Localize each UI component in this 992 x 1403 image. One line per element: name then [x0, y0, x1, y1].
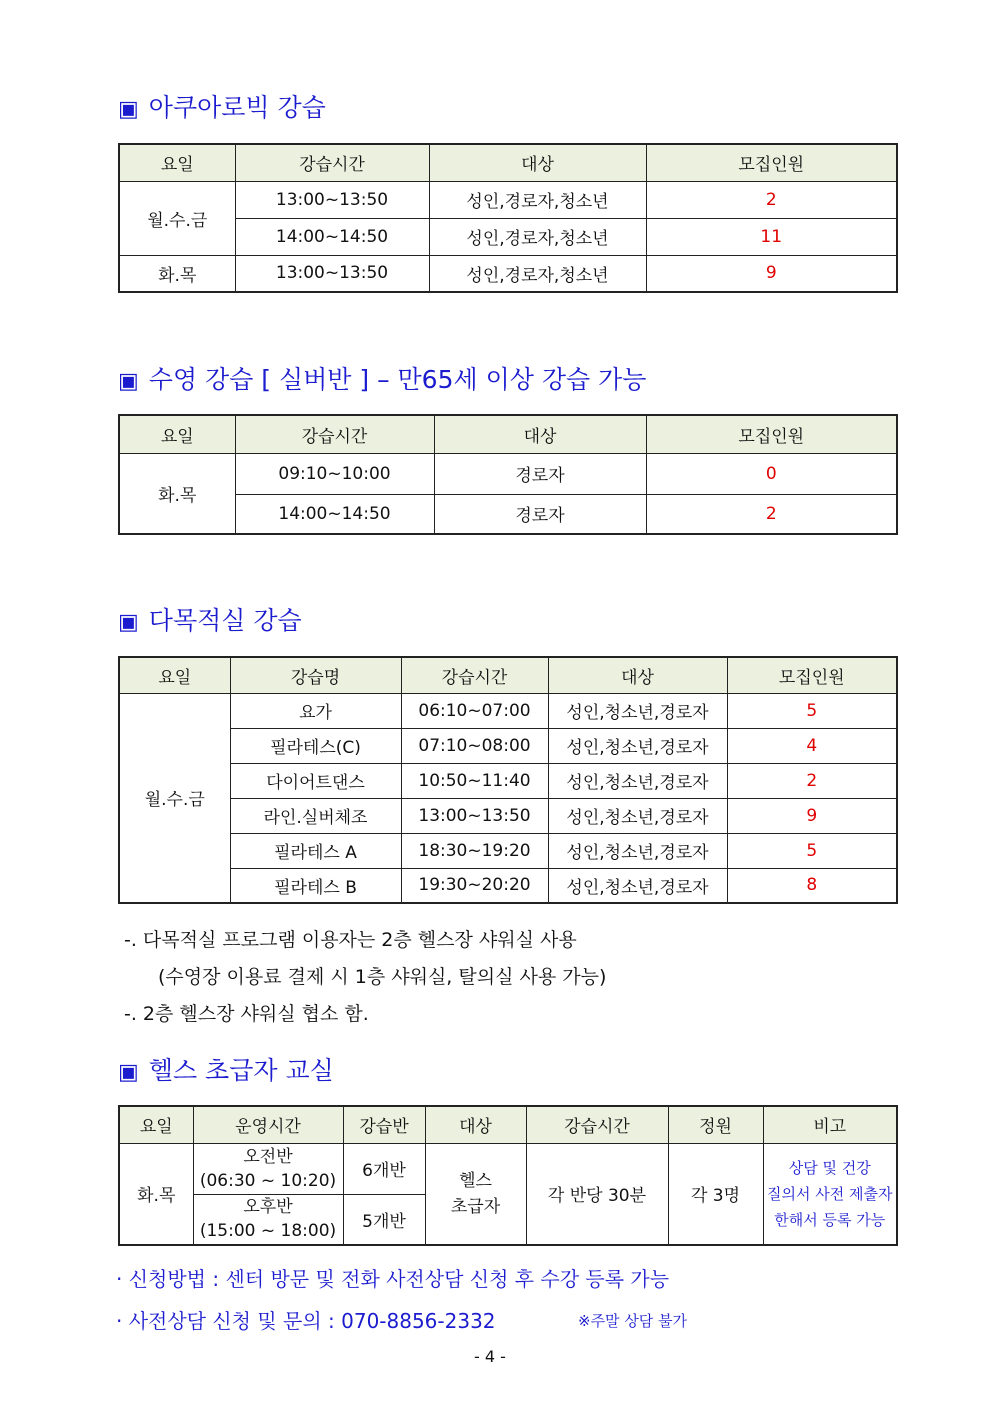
- count-cell: 5: [727, 693, 897, 728]
- table-row: [119, 728, 897, 763]
- target-cell: 성인,청소년,경로자: [548, 798, 727, 833]
- aqua-table: [118, 143, 898, 293]
- apply-info: · 신청방법 : 센터 방문 및 전화 사전상담 신청 후 수강 등록 가능: [116, 1267, 670, 1291]
- afternoon-classes: 5개반: [343, 1194, 425, 1245]
- square-bullet-icon: ▣: [118, 97, 139, 122]
- time-cell: 14:00~14:50: [235, 218, 429, 255]
- time-cell: 19:30~20:20: [401, 868, 548, 903]
- morning-time: (06:30 ~ 10:20): [199, 1170, 337, 1191]
- header-target: 대상: [434, 415, 646, 453]
- time-cell: 18:30~19:20: [401, 833, 548, 868]
- header-target: 대상: [548, 657, 727, 693]
- target-line-2: 초급자: [450, 1196, 501, 1217]
- weekend-notice: ※주말 상담 불가: [578, 1312, 688, 1330]
- time-cell: 14:00~14:50: [235, 494, 434, 534]
- multi-title: 다목적실 강습: [148, 606, 302, 635]
- capacity-cell: 각 3명: [668, 1143, 763, 1245]
- target-cell: [425, 1143, 526, 1245]
- target-cell: 경로자: [434, 494, 646, 534]
- day-cell: 화.목: [119, 453, 235, 534]
- day-cell: 월.수.금: [119, 181, 235, 255]
- name-cell: 라인.실버체조: [230, 798, 401, 833]
- header-day: 요일: [119, 1106, 193, 1143]
- health-title: 헬스 초급자 교실: [148, 1056, 334, 1085]
- header-time: 강습시간: [401, 657, 548, 693]
- contact-info: · 사전상담 신청 및 문의 : 070-8856-2332: [116, 1309, 496, 1333]
- multi-table: [118, 656, 898, 904]
- table-row: [119, 693, 897, 728]
- table-row: [119, 255, 897, 292]
- table-row: [119, 1143, 897, 1194]
- header-class: 강습반: [343, 1106, 425, 1143]
- target-cell: 성인,청소년,경로자: [548, 763, 727, 798]
- count-cell: 2: [646, 181, 897, 218]
- silver-table: [118, 414, 898, 535]
- multi-note-3: -. 2층 헬스장 샤워실 협소 함.: [124, 1003, 369, 1025]
- header-name: 강습명: [230, 657, 401, 693]
- duration-cell: 각 반당 30분: [526, 1143, 668, 1245]
- day-cell: 화.목: [119, 255, 235, 292]
- count-cell: 8: [727, 868, 897, 903]
- header-capacity: 정원: [668, 1106, 763, 1143]
- table-row: [119, 181, 897, 218]
- health-table: [118, 1105, 898, 1246]
- header-count: 모집인원: [727, 657, 897, 693]
- table-row: [119, 763, 897, 798]
- table-row: [119, 868, 897, 903]
- silver-heading: [118, 360, 646, 396]
- time-cell: 13:00~13:50: [235, 181, 429, 218]
- remark-line-1: 상담 및 건강: [788, 1158, 871, 1177]
- remark-line-2: 질의서 사전 제출자: [767, 1184, 893, 1203]
- target-cell: 성인,청소년,경로자: [548, 693, 727, 728]
- count-cell: 2: [646, 494, 897, 534]
- count-cell: 11: [646, 218, 897, 255]
- table-row: [119, 833, 897, 868]
- table-row: [119, 494, 897, 534]
- header-duration: 강습시간: [526, 1106, 668, 1143]
- table-row: [119, 453, 897, 494]
- count-cell: 4: [727, 728, 897, 763]
- morning-label: 오전반: [243, 1146, 293, 1167]
- time-cell: 10:50~11:40: [401, 763, 548, 798]
- name-cell: 필라테스 A: [230, 833, 401, 868]
- header-hours: 운영시간: [193, 1106, 343, 1143]
- square-bullet-icon: ▣: [118, 610, 139, 635]
- header-count: 모집인원: [646, 144, 897, 181]
- day-cell: 화.목: [119, 1143, 193, 1245]
- aqua-heading: [118, 88, 326, 124]
- day-cell: 월.수.금: [119, 693, 230, 903]
- header-remark: 비고: [763, 1106, 897, 1143]
- aqua-title: 아쿠아로빅 강습: [148, 93, 326, 122]
- morning-classes: 6개반: [343, 1143, 425, 1194]
- count-cell: 5: [727, 833, 897, 868]
- header-day: 요일: [119, 657, 230, 693]
- count-cell: 0: [646, 453, 897, 494]
- multi-note-1: -. 다목적실 프로그램 이용자는 2층 헬스장 샤워실 사용: [124, 929, 577, 951]
- square-bullet-icon: ▣: [118, 1060, 139, 1085]
- target-cell: 경로자: [434, 453, 646, 494]
- health-heading: [118, 1051, 334, 1087]
- time-cell: 06:10~07:00: [401, 693, 548, 728]
- time-cell: 09:10~10:00: [235, 453, 434, 494]
- silver-title: 수영 강습 [ 실버반 ] – 만65세 이상 강습 가능: [148, 365, 647, 394]
- time-cell: 13:00~13:50: [401, 798, 548, 833]
- multi-note-2: (수영장 이용료 결제 시 1층 샤워실, 탈의실 사용 가능): [158, 966, 607, 988]
- afternoon-label: 오후반: [243, 1197, 293, 1218]
- name-cell: 다이어트댄스: [230, 763, 401, 798]
- header-day: 요일: [119, 415, 235, 453]
- header-time: 강습시간: [235, 144, 429, 181]
- square-bullet-icon: ▣: [118, 369, 139, 394]
- morning-cell: [193, 1143, 343, 1194]
- table-row: [119, 798, 897, 833]
- remark-cell: [763, 1143, 897, 1245]
- header-target: 대상: [429, 144, 646, 181]
- header-count: 모집인원: [646, 415, 897, 453]
- target-line-1: 헬스: [459, 1170, 492, 1191]
- table-row: [119, 218, 897, 255]
- header-day: 요일: [119, 144, 235, 181]
- target-cell: 성인,경로자,청소년: [429, 218, 646, 255]
- remark-line-3: 한해서 등록 가능: [774, 1210, 886, 1229]
- target-cell: 성인,청소년,경로자: [548, 868, 727, 903]
- target-cell: 성인,청소년,경로자: [548, 728, 727, 763]
- header-time: 강습시간: [235, 415, 434, 453]
- name-cell: 필라테스 B: [230, 868, 401, 903]
- count-cell: 9: [727, 798, 897, 833]
- afternoon-cell: [193, 1194, 343, 1245]
- count-cell: 9: [646, 255, 897, 292]
- target-cell: 성인,청소년,경로자: [548, 833, 727, 868]
- count-cell: 2: [727, 763, 897, 798]
- time-cell: 13:00~13:50: [235, 255, 429, 292]
- time-cell: 07:10~08:00: [401, 728, 548, 763]
- name-cell: 요가: [230, 693, 401, 728]
- multi-heading: [118, 601, 302, 637]
- page-number: - 4 -: [474, 1347, 506, 1366]
- header-target: 대상: [425, 1106, 526, 1143]
- target-cell: 성인,경로자,청소년: [429, 181, 646, 218]
- target-cell: 성인,경로자,청소년: [429, 255, 646, 292]
- name-cell: 필라테스(C): [230, 728, 401, 763]
- afternoon-time: (15:00 ~ 18:00): [199, 1221, 337, 1242]
